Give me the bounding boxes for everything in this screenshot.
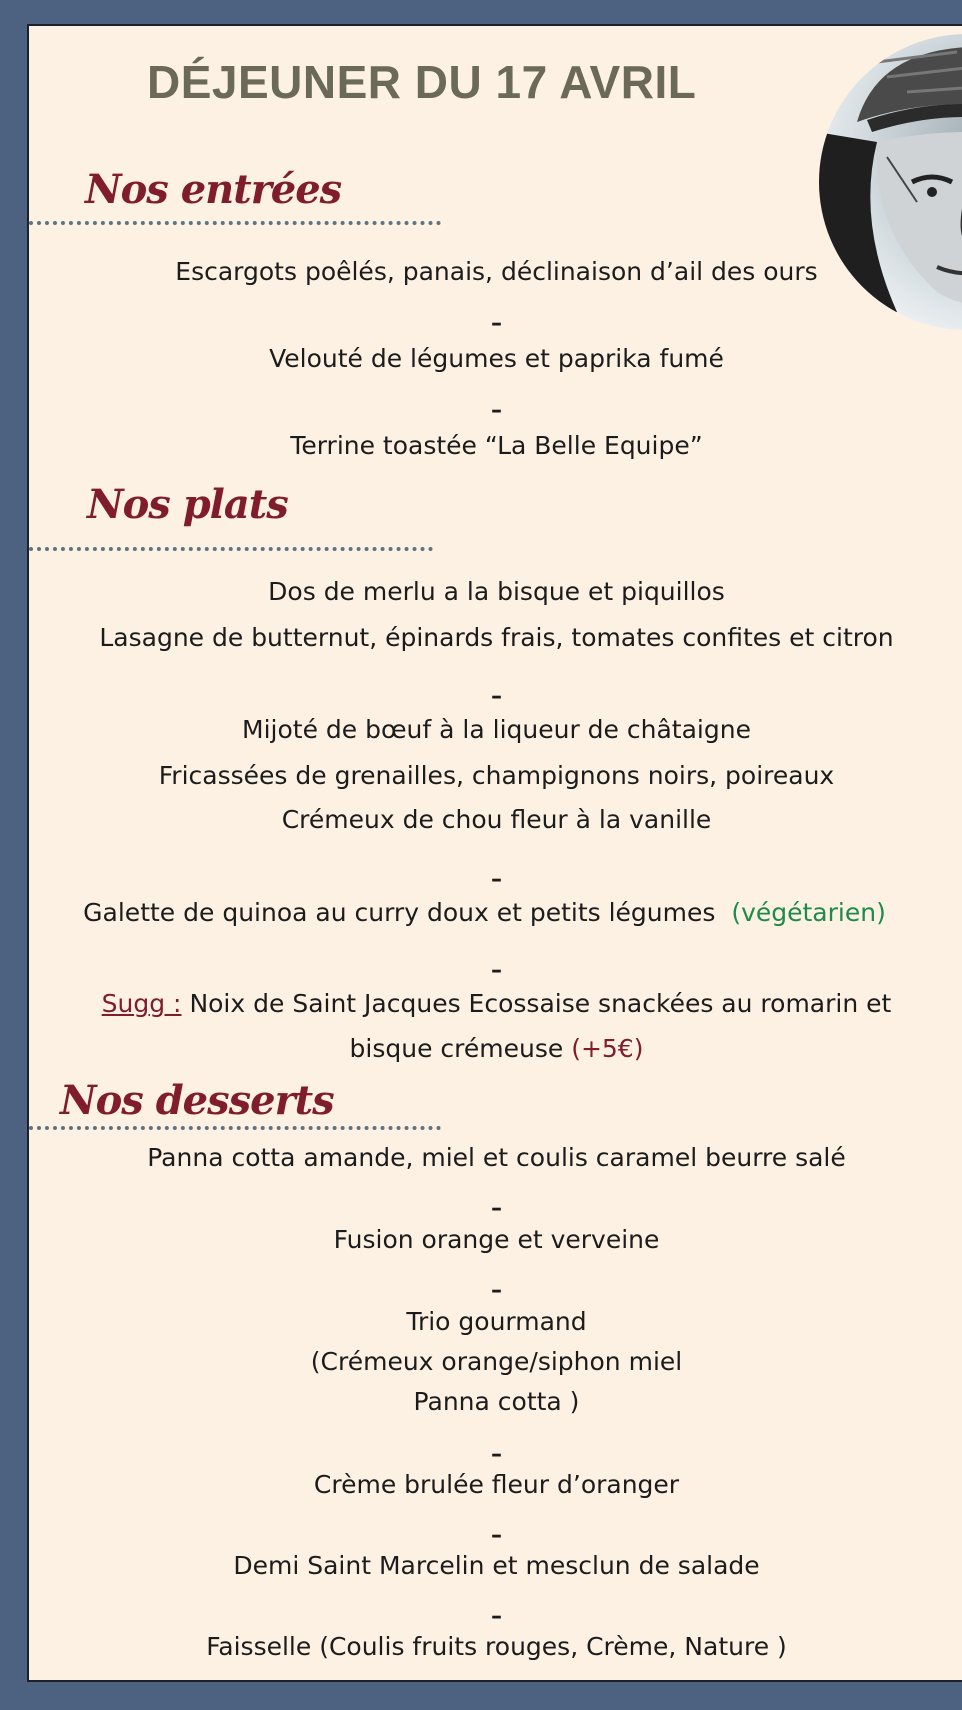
section-heading-plats: Nos plats [87, 481, 288, 528]
menu-item: Faisselle (Coulis fruits rouges, Crème, Nature ) [206, 1632, 787, 1661]
menu-item-vegetarian [27, 898, 952, 928]
menu-item: (Crémeux orange/siphon miel [310, 1347, 683, 1376]
menu-page [27, 24, 962, 1682]
menu-item: Panna cotta ) [413, 1387, 580, 1416]
menu-item: Lasagne de butternut, épinards frais, tomates confites et citron [99, 623, 894, 652]
menu-item: Crémeux de chou fleur à la vanille [281, 805, 712, 834]
menu-item: Terrine toastée “La Belle Equipe” [290, 431, 703, 460]
section-divider [29, 221, 441, 225]
section-divider [29, 1126, 441, 1130]
suggestion-line [29, 989, 962, 1019]
menu-item: Panna cotta amande, miel et coulis caramel beurre salé [147, 1143, 846, 1172]
separator: – [491, 684, 502, 709]
menu-item: Dos de merlu a la bisque et piquillos [268, 577, 725, 606]
menu-item: Crème brulée fleur d’oranger [313, 1470, 680, 1499]
menu-item: Trio gourmand [406, 1307, 587, 1336]
section-heading-entrees: Nos entrées [85, 166, 342, 213]
dish-text: Galette de quinoa au curry doux et petits légumes [83, 898, 716, 927]
vegetarian-tag: (végétarien) [731, 898, 886, 927]
suggestion-text-2: bisque crémeuse [349, 1034, 564, 1063]
suggestion-text: Noix de Saint Jacques Ecossaise snackées au romarin et [189, 989, 892, 1018]
suggestion-label: Sugg : [101, 989, 182, 1018]
separator: – [491, 311, 502, 336]
separator: – [491, 1604, 502, 1629]
menu-item: Escargots poêlés, panais, déclinaison d’ail des ours [175, 257, 818, 286]
menu-item: Mijoté de bœuf à la liqueur de châtaigne [242, 715, 751, 744]
menu-item: Fricassées de grenailles, champignons noirs, poireaux [158, 761, 835, 790]
page-title: DÉJEUNER DU 17 AVRIL [147, 56, 697, 108]
portrait-illustration [817, 32, 962, 332]
section-divider [29, 547, 433, 551]
menu-item: Velouté de légumes et paprika fumé [269, 344, 724, 373]
separator: – [491, 1523, 502, 1548]
suggestion-price: (+5€) [571, 1034, 644, 1063]
separator: – [491, 398, 502, 423]
separator: – [491, 1442, 502, 1467]
separator: – [491, 1278, 502, 1303]
suggestion-line-2 [29, 1034, 962, 1064]
menu-item: Demi Saint Marcelin et mesclun de salade [233, 1551, 760, 1580]
section-heading-desserts: Nos desserts [60, 1077, 334, 1124]
separator: – [491, 867, 502, 892]
separator: – [491, 1196, 502, 1221]
separator: – [491, 958, 502, 983]
menu-item: Fusion orange et verveine [333, 1225, 660, 1254]
